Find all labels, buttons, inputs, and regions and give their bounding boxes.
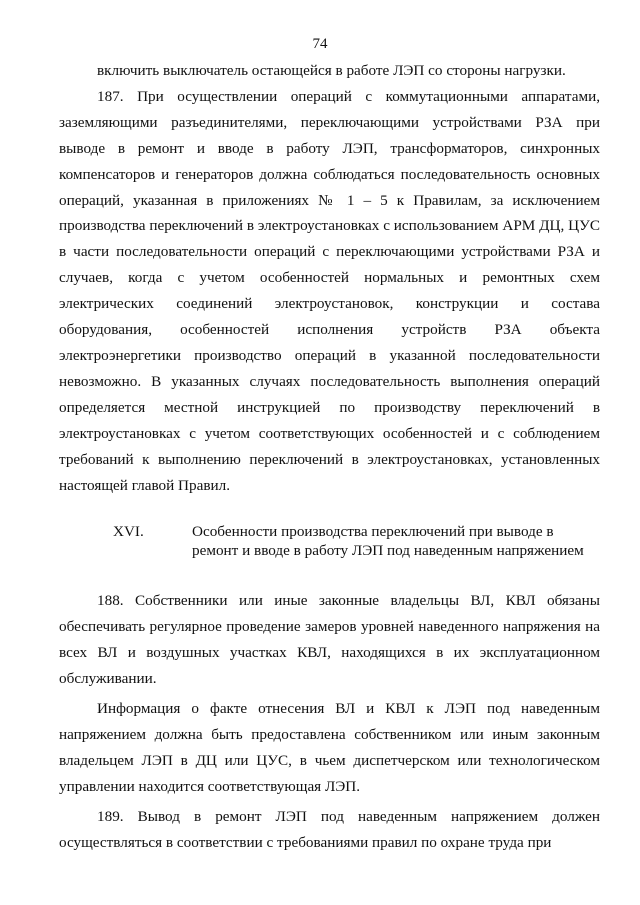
paragraph-188-info: Информация о факте отнесения ВЛ и КВЛ к ЛЭП под наведенным напряжением должна быть предоставлена собственником или иным законным владельцем ЛЭП в ДЦ или ЦУС, в чьем диспетчерском или технологическом управлении находится соответствующая ЛЭП.: [59, 700, 600, 795]
paragraph-188: 188. Собственники или иные законные владельцы ВЛ, КВЛ обязаны обеспечивать регулярное проведение замеров уровней наведенного напряжения на всех ВЛ и воздушных участках КВЛ, находящихся в их эксплуатационном обслуживании.: [59, 592, 600, 688]
section-number: XVI.: [113, 523, 144, 541]
section-heading: [59, 522, 600, 560]
paragraph-continuation: включить выключатель остающейся в работе ЛЭП со стороны нагрузки.: [97, 62, 566, 79]
paragraph-187: 187. При осуществлении операций с коммутационными аппаратами, заземляющими разъединителями, переключающими устройствами РЗА при выводе в ремонт и вводе в работу ЛЭП, трансформаторов, синхронных компенсаторов и генераторов должна соблюдаться последовательность основных операций, указанная в приложениях № 1 – 5 к Правилам, за исключением производства переключений в электроустановках с использованием АРМ ДЦ, ЦУС в части последовательности операций с переключающими устройствами РЗА и случаев, когда с учетом особенностей нормальных и ремонтных схем электрических соединений электроустановок, конструкции и состава оборудования, особенностей исполнения устройств РЗА объекта электроэнергетики производство операций в указанной последовательности невозможно. В указанных случаях последовательность выполнения операций определяется местной инструкцией по производству переключений в электроустановках с учетом соответствующих особенностей и с соблюдением требований к выполнению переключений в электроустановках, установленных настоящей главой Правил.: [59, 87, 600, 494]
paragraph-189: 189. Вывод в ремонт ЛЭП под наведенным напряжением должен осуществляться в соответствии с требованиями правил по охране труда при: [59, 807, 600, 851]
section-title: Особенности производства переключений при выводе в ремонт и вводе в работу ЛЭП под наведенным напряжением: [192, 523, 584, 560]
page-content: [59, 58, 600, 855]
page-number: 74: [312, 36, 328, 52]
